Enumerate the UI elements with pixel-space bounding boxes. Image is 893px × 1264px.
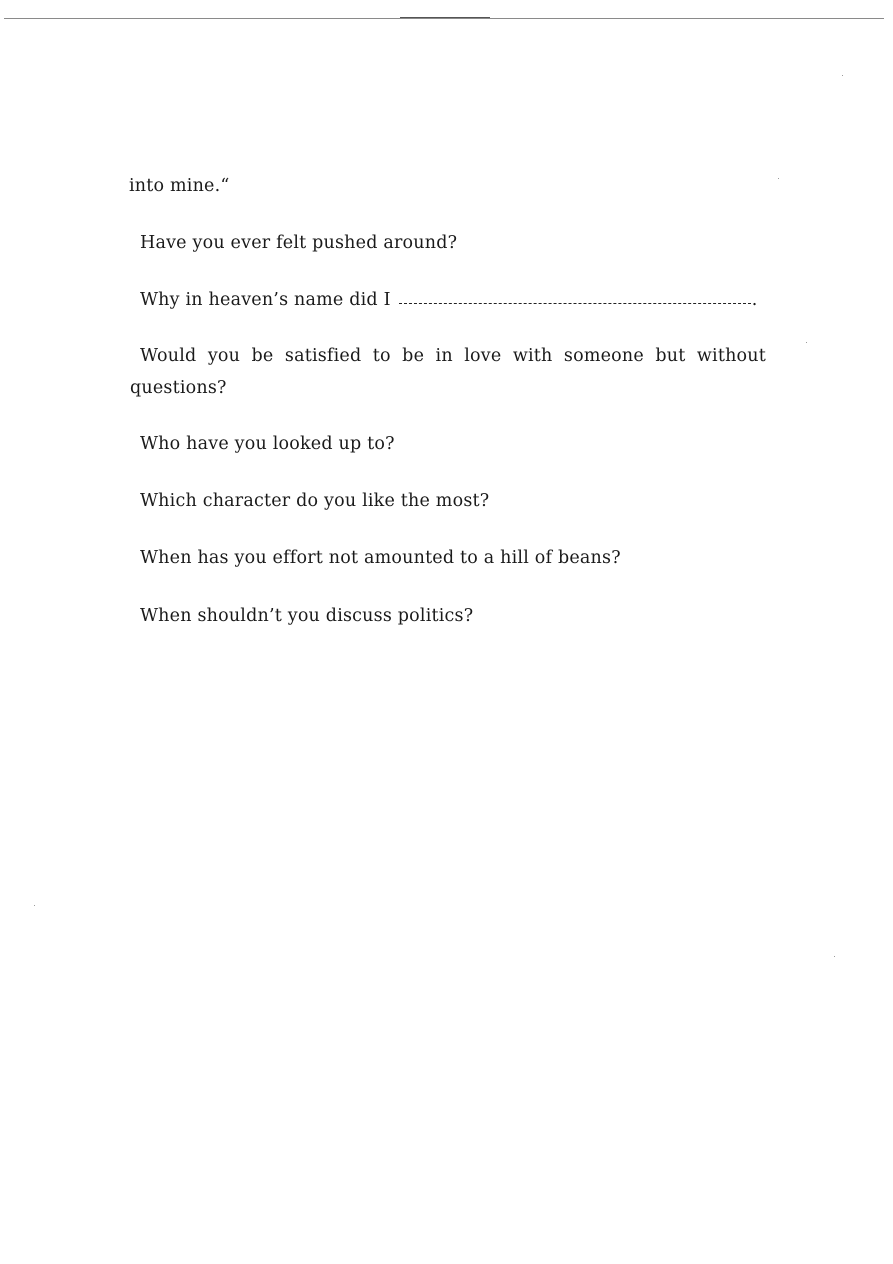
question-looked-up-to: Who have you looked up to? [140, 434, 395, 454]
scan-speck [834, 956, 835, 957]
question-heavens-name-text: Why in heaven’s name did I [140, 290, 391, 310]
question-favorite-character: Which character do you like the most? [140, 491, 490, 511]
question-satisfied-love-continuation: questions? [130, 378, 227, 398]
scan-top-rule-segment [400, 17, 490, 18]
question-satisfied-love: Would you be satisfied to be in love with someone but without [140, 346, 766, 366]
scan-speck [34, 905, 35, 906]
question-heavens-name [140, 292, 757, 310]
blank-period: . [751, 290, 758, 310]
continuation-text: into mine.“ [129, 176, 230, 196]
question-discuss-politics: When shouldn’t you discuss politics? [140, 606, 474, 626]
scan-speck [806, 342, 807, 343]
fill-in-blank [399, 303, 751, 304]
scan-speck [842, 75, 843, 76]
scan-speck [778, 178, 779, 179]
question-pushed-around: Have you ever felt pushed around? [140, 233, 458, 253]
question-hill-of-beans: When has you effort not amounted to a hill of beans? [140, 548, 621, 568]
scan-top-rule [4, 18, 884, 19]
